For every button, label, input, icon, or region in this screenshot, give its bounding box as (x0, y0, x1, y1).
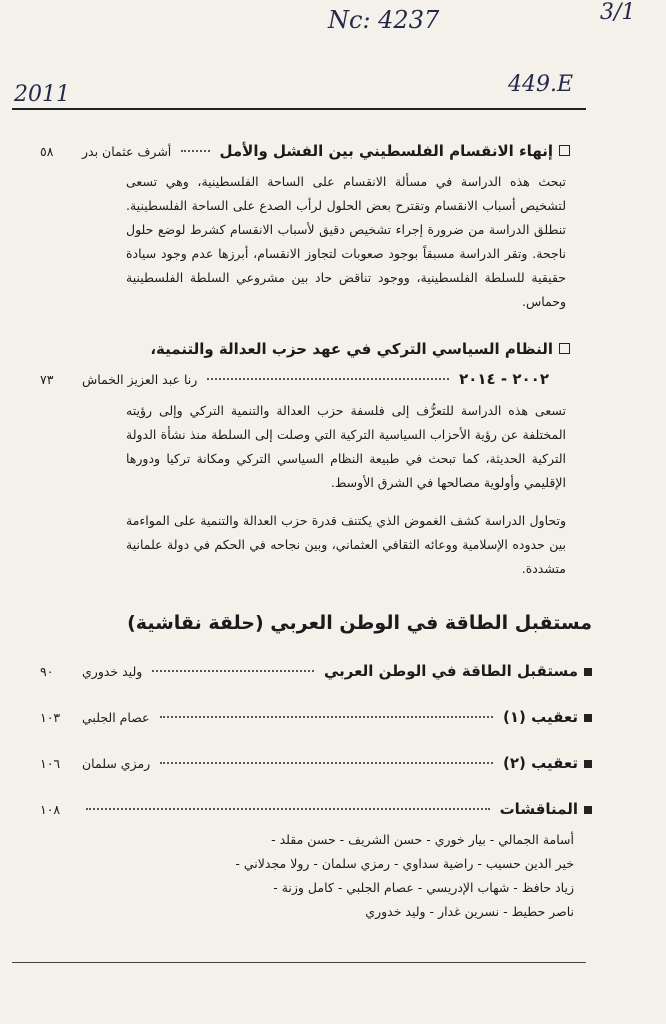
section-item-3-title: تعقيب (٢) (503, 754, 578, 772)
section-item-1-author: وليد خدوري (82, 664, 143, 679)
toc-entry-2-header-line2 (40, 370, 570, 388)
filled-square-bullet-icon (584, 760, 592, 768)
handwritten-fraction: 3/1 (600, 0, 636, 25)
toc-entry-2-header (40, 340, 570, 358)
section-item-2 (40, 708, 592, 726)
toc-entry-1-abstract: تبحث هذه الدراسة في مسألة الانقسام على الساحة الفلسطينية، وهي تسعى لتشخيص أسباب الانقسام وتقترح بعض الحلول لرأب الصدع على الساحة الفلسطينية. تنطلق الدراسة من ضرورة إجراء تشخيص دقيق لأسباب الانقسام كشرط لوضع حلول ناجحة. وتقر الدراسة مسبقاً بوجود صعوبات لتجاوز الانقسام، أبرزها عدم وجود سيادة حقيقية للسلطة الفلسطينية، ووجود تناقض حاد بين مشروعي السلطة الفلسطينية وحماس. (126, 174, 566, 309)
filled-square-bullet-icon (584, 668, 592, 676)
toc-entry-1-page: ٥٨ (40, 144, 54, 159)
participants-line-1: أسامة الجمالي - بيار خوري - حسن الشريف - حسن مقلد - (271, 832, 574, 847)
section-item-4 (40, 800, 592, 818)
leader-dots (160, 762, 493, 764)
toc-entry-1-author: أشرف عثمان بدر (82, 144, 172, 159)
section-item-3-author: رمزي سلمان (82, 756, 151, 771)
handwritten-year: 2011 (14, 82, 70, 107)
leader-dots (207, 378, 449, 380)
section-item-4-title: المناقشات (499, 800, 578, 818)
participants-line-2: خير الدين حسيب - راضية سداوي - رمزي سلمان - رولا مجدلاني - (235, 856, 574, 871)
top-rule (12, 108, 586, 110)
leader-dots (181, 150, 209, 152)
toc-entry-2-page: ٧٣ (40, 372, 54, 387)
section-item-1 (40, 662, 592, 680)
section-item-2-author: عصام الجلبي (82, 710, 150, 725)
section-item-3-page: ١٠٦ (40, 756, 61, 771)
toc-entry-2-years: ٢٠٠٢ - ٢٠١٤ (459, 370, 549, 388)
handwritten-code: 449.E (508, 72, 574, 97)
leader-dots (152, 670, 314, 672)
section-item-2-page: ١٠٣ (40, 710, 61, 725)
section-item-2-title: تعقيب (١) (503, 708, 578, 726)
section-title: مستقبل الطاقة في الوطن العربي (حلقة نقاشية) (127, 612, 592, 634)
bottom-rule (12, 962, 586, 963)
toc-entry-2-author: رنا عبد العزيز الخماش (82, 372, 198, 387)
filled-square-bullet-icon (584, 714, 592, 722)
square-bullet-icon (559, 343, 570, 354)
section-item-1-page: ٩٠ (40, 664, 54, 679)
toc-entry-2-title: النظام السياسي التركي في عهد حزب العدالة والتنمية، (150, 340, 553, 358)
participants-line-4: ناصر حطيط - نسرين غدار - وليد خدوري (365, 904, 574, 919)
toc-entry-2-abstract-p1: تسعى هذه الدراسة للتعرُّف إلى فلسفة حزب العدالة والتنمية التركي وإلى رؤيته المختلفة عن رؤية الأحزاب السياسية التركية التي وصلت إلى السلطة منذ نشأة الدولة التركية الحديثة، كما تبحث في طبيعة النظام السياسي التركي ومكانة تركيا ودورها الإقليمي وأولوية مصالحها في الشرق الأوسط. (126, 403, 566, 490)
leader-dots (86, 808, 490, 810)
handwritten-number: Nc: 4237 (328, 6, 440, 34)
leader-dots (160, 716, 494, 718)
discussion-participants (134, 828, 574, 924)
filled-square-bullet-icon (584, 806, 592, 814)
toc-entry-1-header (40, 142, 570, 160)
toc-entry-1-title: إنهاء الانقسام الفلسطيني بين الفشل والأمل (219, 142, 553, 160)
section-item-4-page: ١٠٨ (40, 802, 61, 817)
participants-line-3: زياد حافظ - شهاب الإدريسي - عصام الجلبي - كامل وزنة - (273, 880, 574, 895)
square-bullet-icon (559, 145, 570, 156)
toc-entry-2-abstract-p2: وتحاول الدراسة كشف الغموض الذي يكتنف قدرة حزب العدالة والتنمية على المواءمة بين حدوده الإسلامية ووعائه الثقافي العثماني، وبين نجاحه في الحكم في دولة علمانية متشددة. (126, 513, 566, 576)
section-item-1-title: مستقبل الطاقة في الوطن العربي (324, 662, 578, 680)
section-item-3 (40, 754, 592, 772)
